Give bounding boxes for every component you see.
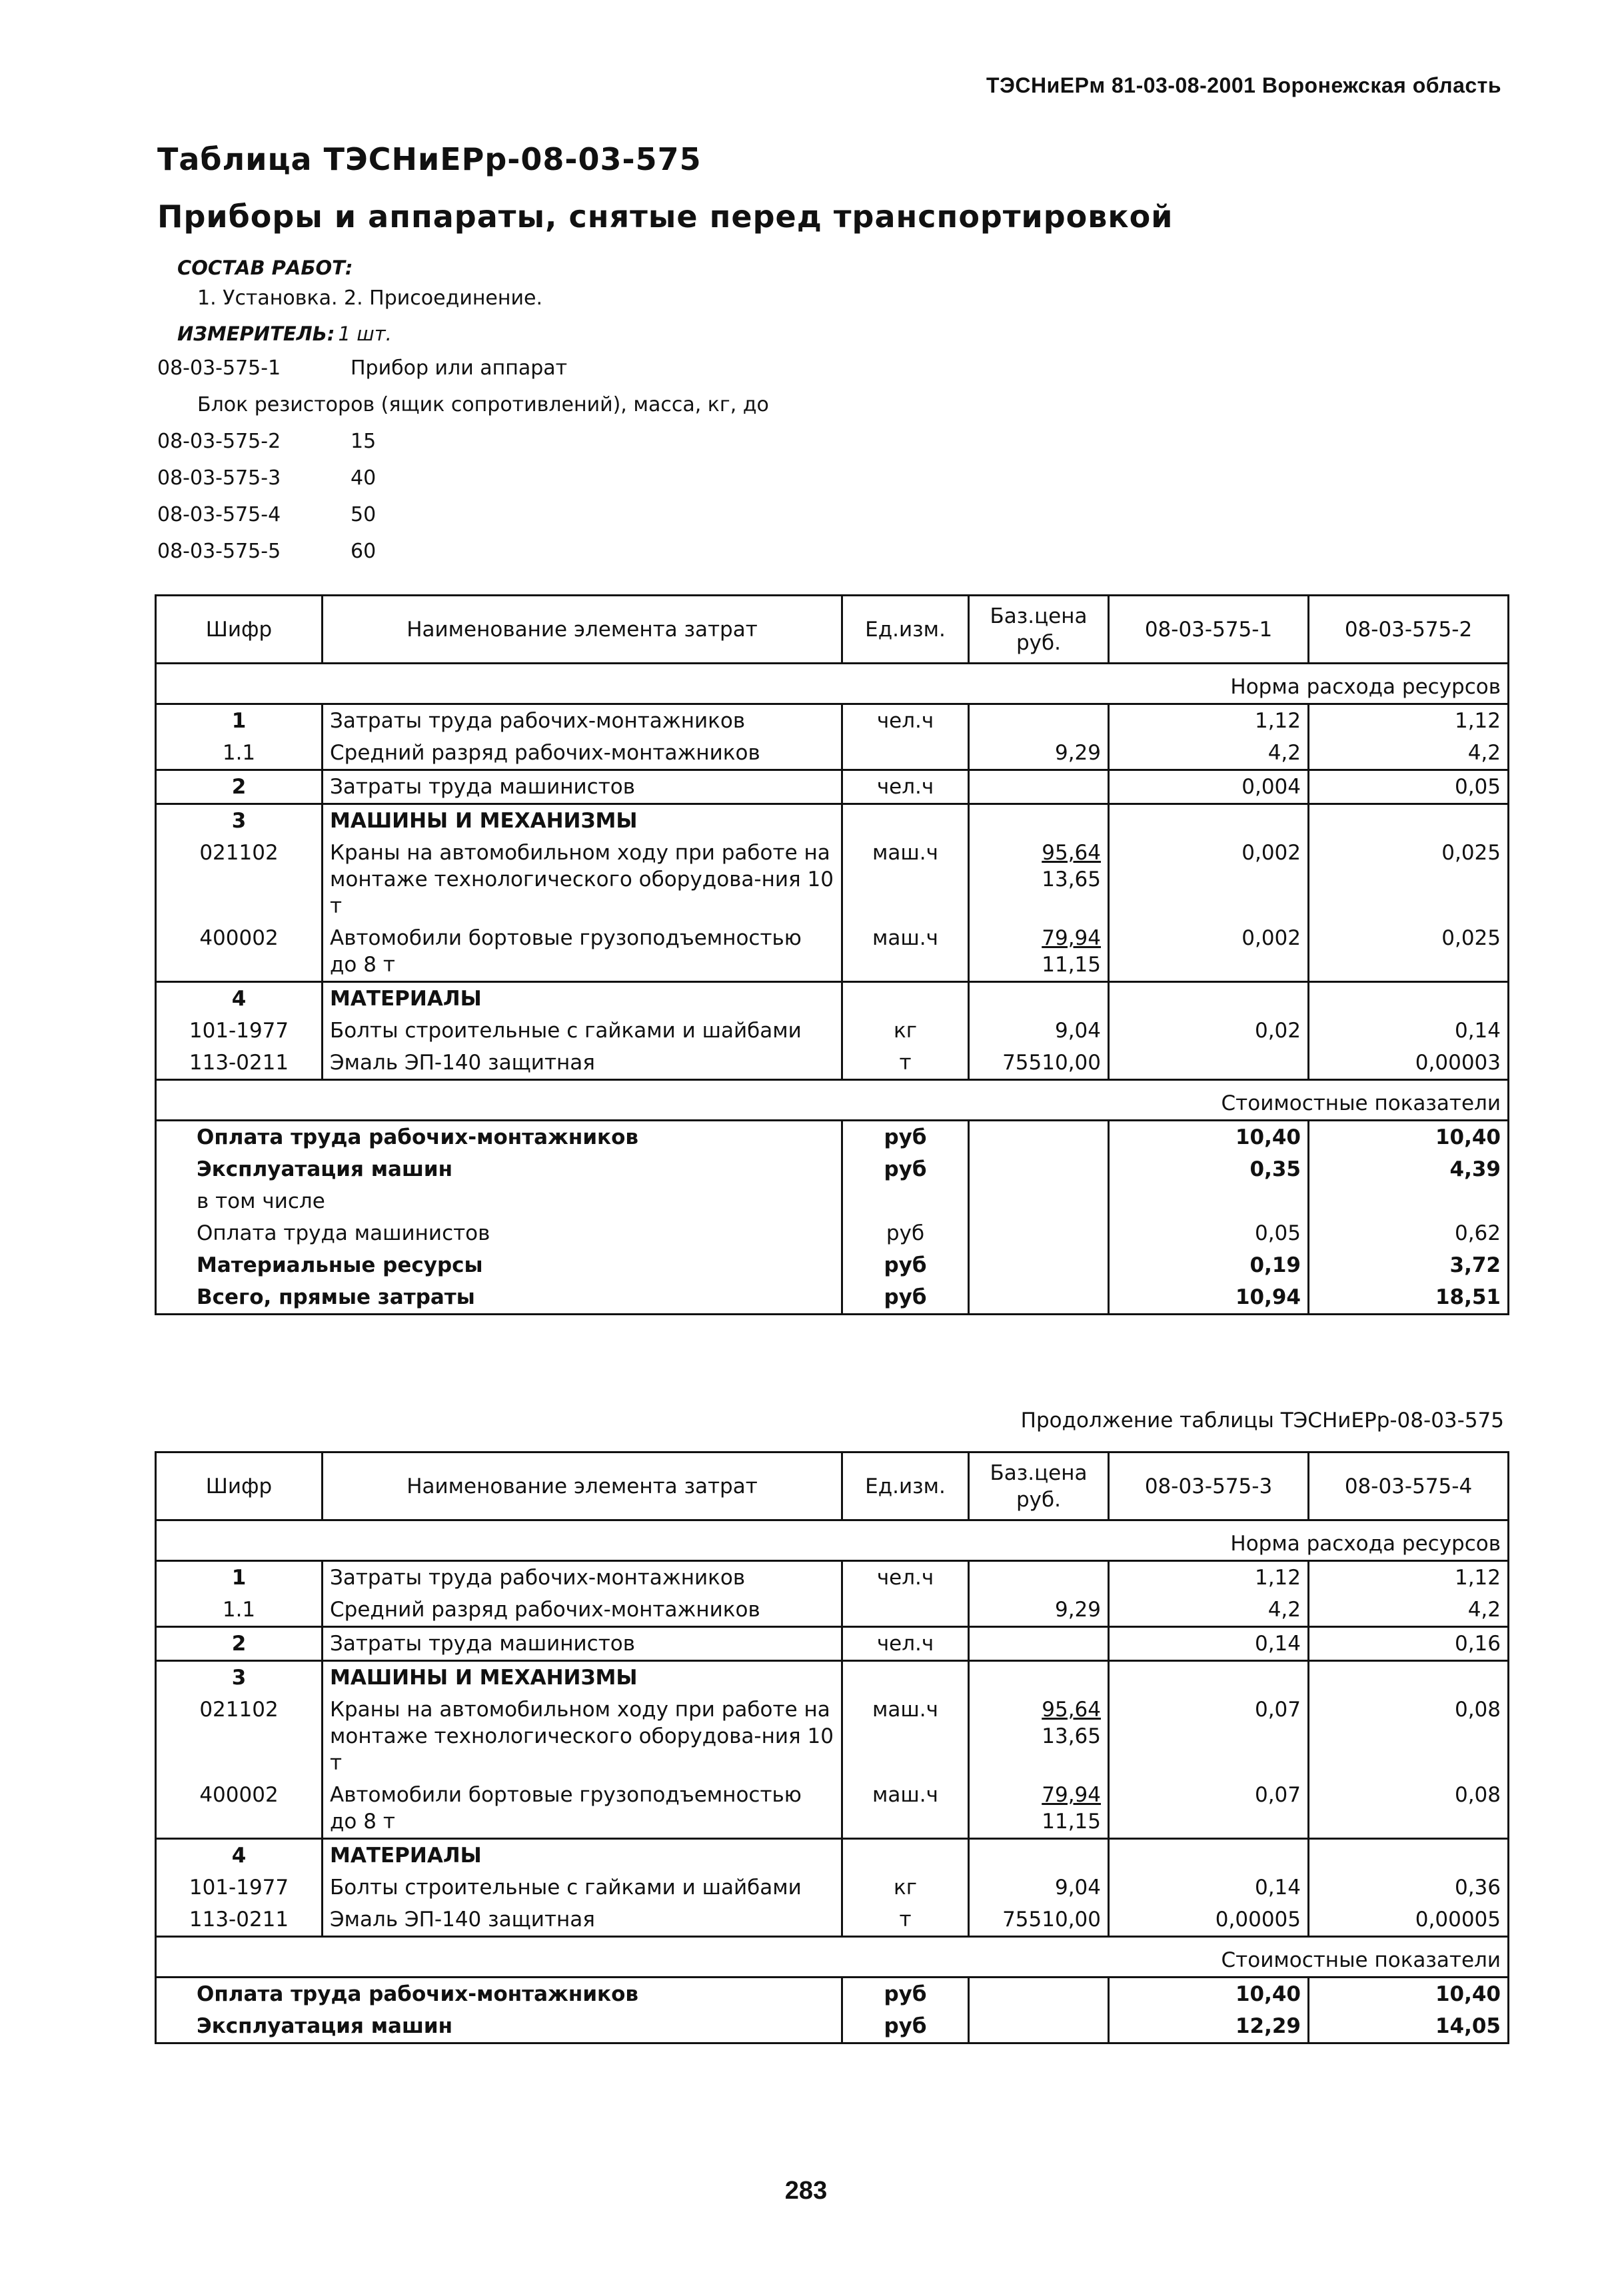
table-row [156,1904,1509,1937]
section-row [156,664,1509,704]
cell-v2: 0,08 [1309,1779,1509,1839]
cost-v1: 10,94 [1109,1281,1309,1315]
cost-unit: руб [842,2010,969,2043]
table-row [156,1015,1509,1047]
cell-cipher: 400002 [156,1779,323,1839]
cost-v1: 0,19 [1109,1249,1309,1281]
cell-unit: чел.ч [842,1627,969,1661]
cell-name: Болты строительные с гайками и шайбами [323,1872,842,1904]
cell-v2: 0,025 [1309,922,1509,982]
section-row [156,1080,1509,1121]
cell-name: Затраты труда машинистов [323,1627,842,1661]
code-item-desc: 60 [351,540,377,563]
cost-unit: руб [842,1281,969,1315]
cell-unit [842,737,969,770]
cost-name: Эксплуатация машин [156,1153,842,1185]
cell-unit: чел.ч [842,770,969,804]
cost-v1: 0,05 [1109,1217,1309,1249]
cell-unit: т [842,1047,969,1080]
cell-cipher: 021102 [156,1694,323,1779]
meter-label: ИЗМЕРИТЕЛЬ: [177,322,335,345]
cell-cipher: 1.1 [156,737,323,770]
table-row [156,704,1509,738]
code-item-desc: Прибор или аппарат [351,356,568,380]
code-item-code: 08-03-575-5 [157,540,281,563]
table-row [156,770,1509,804]
cell-name: Затраты труда машинистов [323,770,842,804]
table-header-row [156,596,1509,664]
cell-price: 95,64 13,65 [969,1694,1109,1779]
table-row [156,1627,1509,1661]
table-row [156,1779,1509,1839]
cell-name: Средний разряд рабочих-монтажников [323,1594,842,1627]
work-composition-text: 1. Установка. 2. Присоединение. [197,287,542,310]
cost-row [156,1281,1509,1315]
cell-v1: 1,12 [1109,1561,1309,1594]
header-name: Наименование элемента затрат [323,596,842,664]
cell-name: МАТЕРИАЛЫ [323,1839,842,1872]
cost-row [156,2010,1509,2043]
code-item-code: 08-03-575-4 [157,503,281,526]
cell-v1: 1,12 [1109,704,1309,738]
cell-name: Краны на автомобильном ходу при работе на монтаже технологического оборудова-ния 10 т [323,1694,842,1779]
header-col2: 08-03-575-4 [1309,1452,1509,1520]
cell-name: МАШИНЫ И МЕХАНИЗМЫ [323,804,842,838]
cost-v2: 14,05 [1309,2010,1509,2043]
cell-cipher: 113-0211 [156,1904,323,1937]
cost-name: Оплата труда машинистов [156,1217,842,1249]
table-row [156,804,1509,838]
cell-v2: 0,08 [1309,1694,1509,1779]
cost-v2: 10,40 [1309,1121,1509,1154]
cell-cipher: 4 [156,1839,323,1872]
section-cost-label: Стоимостные показатели [156,1937,1509,1978]
header-col1: 08-03-575-3 [1109,1452,1309,1520]
header-name: Наименование элемента затрат [323,1452,842,1520]
cost-name: Оплата труда рабочих-монтажников [156,1121,842,1154]
code-item-desc: Блок резисторов (ящик сопротивлений), масса, кг, до [197,393,769,416]
table-row [156,1561,1509,1594]
cell-name: Затраты труда рабочих-монтажников [323,704,842,738]
cell-price: 9,29 [969,737,1109,770]
cell-v2: 0,05 [1309,770,1509,804]
cell-name: Краны на автомобильном ходу при работе на монтаже технологического оборудова-ния 10 т [323,837,842,922]
table-row [156,1872,1509,1904]
cell-cipher: 021102 [156,837,323,922]
table-subtitle: Приборы и аппараты, снятые перед транспортировкой [157,199,1174,235]
table-row [156,922,1509,982]
cell-unit: маш.ч [842,1779,969,1839]
cell-name: Эмаль ЭП-140 защитная [323,1904,842,1937]
cell-name: Автомобили бортовые грузоподъемностью до 8 т [323,922,842,982]
cell-price [969,770,1109,804]
header-unit: Ед.изм. [842,596,969,664]
code-item-code: 08-03-575-1 [157,356,281,380]
header-col1: 08-03-575-1 [1109,596,1309,664]
section-row [156,1937,1509,1978]
cost-v2: 10,40 [1309,1978,1509,2011]
cell-v1: 4,2 [1109,737,1309,770]
cell-v1: 0,004 [1109,770,1309,804]
cell-v2: 0,36 [1309,1872,1509,1904]
cost-name: Всего, прямые затраты [156,1281,842,1315]
cell-v1 [1109,1047,1309,1080]
cell-unit: чел.ч [842,1561,969,1594]
page-number: 283 [784,2177,828,2205]
cell-v2: 1,12 [1309,704,1509,738]
cost-row [156,1978,1509,2011]
cost-name: Оплата труда рабочих-монтажников [156,1978,842,2011]
section-norm-label: Норма расхода ресурсов [156,1520,1509,1561]
cell-cipher: 1 [156,704,323,738]
cell-name: Средний разряд рабочих-монтажников [323,737,842,770]
cell-price [969,1627,1109,1661]
cell-v1: 0,14 [1109,1872,1309,1904]
cell-v1: 0,002 [1109,922,1309,982]
cost-unit: руб [842,1121,969,1154]
cell-v2: 4,2 [1309,1594,1509,1627]
table-title: Таблица ТЭСНиЕРр-08-03-575 [157,141,702,177]
cell-price: 79,94 11,15 [969,1779,1109,1839]
cell-v1: 0,07 [1109,1779,1309,1839]
section-norm-label: Норма расхода ресурсов [156,664,1509,704]
cell-cipher: 1.1 [156,1594,323,1627]
cell-name: Затраты труда рабочих-монтажников [323,1561,842,1594]
cell-v2: 0,00003 [1309,1047,1509,1080]
cell-cipher: 113-0211 [156,1047,323,1080]
cost-row [156,1249,1509,1281]
cell-cipher: 3 [156,804,323,838]
cell-v2: 0,16 [1309,1627,1509,1661]
header-price: Баз.цена руб. [969,596,1109,664]
section-row [156,1520,1509,1561]
cell-price: 9,29 [969,1594,1109,1627]
cell-cipher: 101-1977 [156,1015,323,1047]
cell-price: 9,04 [969,1872,1109,1904]
norms-table-1 [155,594,1509,1315]
cost-unit: руб [842,1249,969,1281]
cell-unit: маш.ч [842,922,969,982]
cell-price: 75510,00 [969,1904,1109,1937]
table-row [156,1839,1509,1872]
cell-v2: 1,12 [1309,1561,1509,1594]
cell-price [969,704,1109,738]
cell-name: Эмаль ЭП-140 защитная [323,1047,842,1080]
table-row [156,982,1509,1015]
running-head: ТЭСНиЕРм 81-03-08-2001 Воронежская область [986,73,1501,97]
cell-v2: 0,14 [1309,1015,1509,1047]
cell-unit: маш.ч [842,1694,969,1779]
table-row [156,837,1509,922]
cell-price: 79,94 11,15 [969,922,1109,982]
cell-price: 9,04 [969,1015,1109,1047]
cost-v2: 0,62 [1309,1217,1509,1249]
cell-v2: 0,00005 [1309,1904,1509,1937]
header-unit: Ед.изм. [842,1452,969,1520]
cell-v1: 0,00005 [1109,1904,1309,1937]
section-cost-label: Стоимостные показатели [156,1080,1509,1121]
header-col2: 08-03-575-2 [1309,596,1509,664]
cost-name: Материальные ресурсы [156,1249,842,1281]
cell-v1: 0,07 [1109,1694,1309,1779]
cell-unit: т [842,1904,969,1937]
cost-row [156,1217,1509,1249]
cell-unit: кг [842,1872,969,1904]
table-row [156,737,1509,770]
cell-name: МАШИНЫ И МЕХАНИЗМЫ [323,1661,842,1694]
meter-line [177,322,392,345]
cell-v2: 4,2 [1309,737,1509,770]
table-row [156,1594,1509,1627]
cell-cipher: 4 [156,982,323,1015]
cell-cipher: 101-1977 [156,1872,323,1904]
cost-row [156,1153,1509,1185]
norms-table-2 [155,1451,1509,2044]
cell-cipher: 2 [156,770,323,804]
cell-v1: 0,002 [1109,837,1309,922]
table-row [156,1047,1509,1080]
table-row [156,1661,1509,1694]
cost-unit: руб [842,1217,969,1249]
cost-unit: руб [842,1978,969,2011]
cost-v2: 3,72 [1309,1249,1509,1281]
cost-v2: 18,51 [1309,1281,1509,1315]
table-row [156,1694,1509,1779]
cell-name: Болты строительные с гайками и шайбами [323,1015,842,1047]
cell-cipher: 1 [156,1561,323,1594]
cost-name: в том числе [156,1185,842,1217]
code-item-code: 08-03-575-3 [157,466,281,490]
cell-unit [842,1594,969,1627]
continuation-caption: Продолжение таблицы ТЭСНиЕРр-08-03-575 [1020,1409,1504,1433]
cell-cipher: 2 [156,1627,323,1661]
cost-v2: 4,39 [1309,1153,1509,1185]
cost-v1: 10,40 [1109,1978,1309,2011]
header-cipher: Шифр [156,596,323,664]
cell-v1: 0,02 [1109,1015,1309,1047]
cell-v2: 0,025 [1309,837,1509,922]
cell-cipher: 3 [156,1661,323,1694]
code-item-desc: 15 [351,430,377,453]
meter-value: 1 шт. [338,322,392,345]
header-price: Баз.цена руб. [969,1452,1109,1520]
code-item-desc: 40 [351,466,377,490]
cell-v1: 0,14 [1109,1627,1309,1661]
cell-cipher: 400002 [156,922,323,982]
cost-row [156,1121,1509,1154]
cell-unit: кг [842,1015,969,1047]
cell-price: 95,64 13,65 [969,837,1109,922]
cell-unit: чел.ч [842,704,969,738]
cell-name: Автомобили бортовые грузоподъемностью до 8 т [323,1779,842,1839]
cost-v1: 12,29 [1109,2010,1309,2043]
work-composition-label: СОСТАВ РАБОТ: [177,257,353,279]
cell-unit: маш.ч [842,837,969,922]
cost-v1: 0,35 [1109,1153,1309,1185]
cost-unit: руб [842,1153,969,1185]
cell-name: МАТЕРИАЛЫ [323,982,842,1015]
cell-price [969,1561,1109,1594]
cost-name: Эксплуатация машин [156,2010,842,2043]
cost-row [156,1185,1509,1217]
cost-v1: 10,40 [1109,1121,1309,1154]
cell-v1: 4,2 [1109,1594,1309,1627]
cell-price: 75510,00 [969,1047,1109,1080]
code-item-code: 08-03-575-2 [157,430,281,453]
code-item-desc: 50 [351,503,377,526]
header-cipher: Шифр [156,1452,323,1520]
table-header-row [156,1452,1509,1520]
